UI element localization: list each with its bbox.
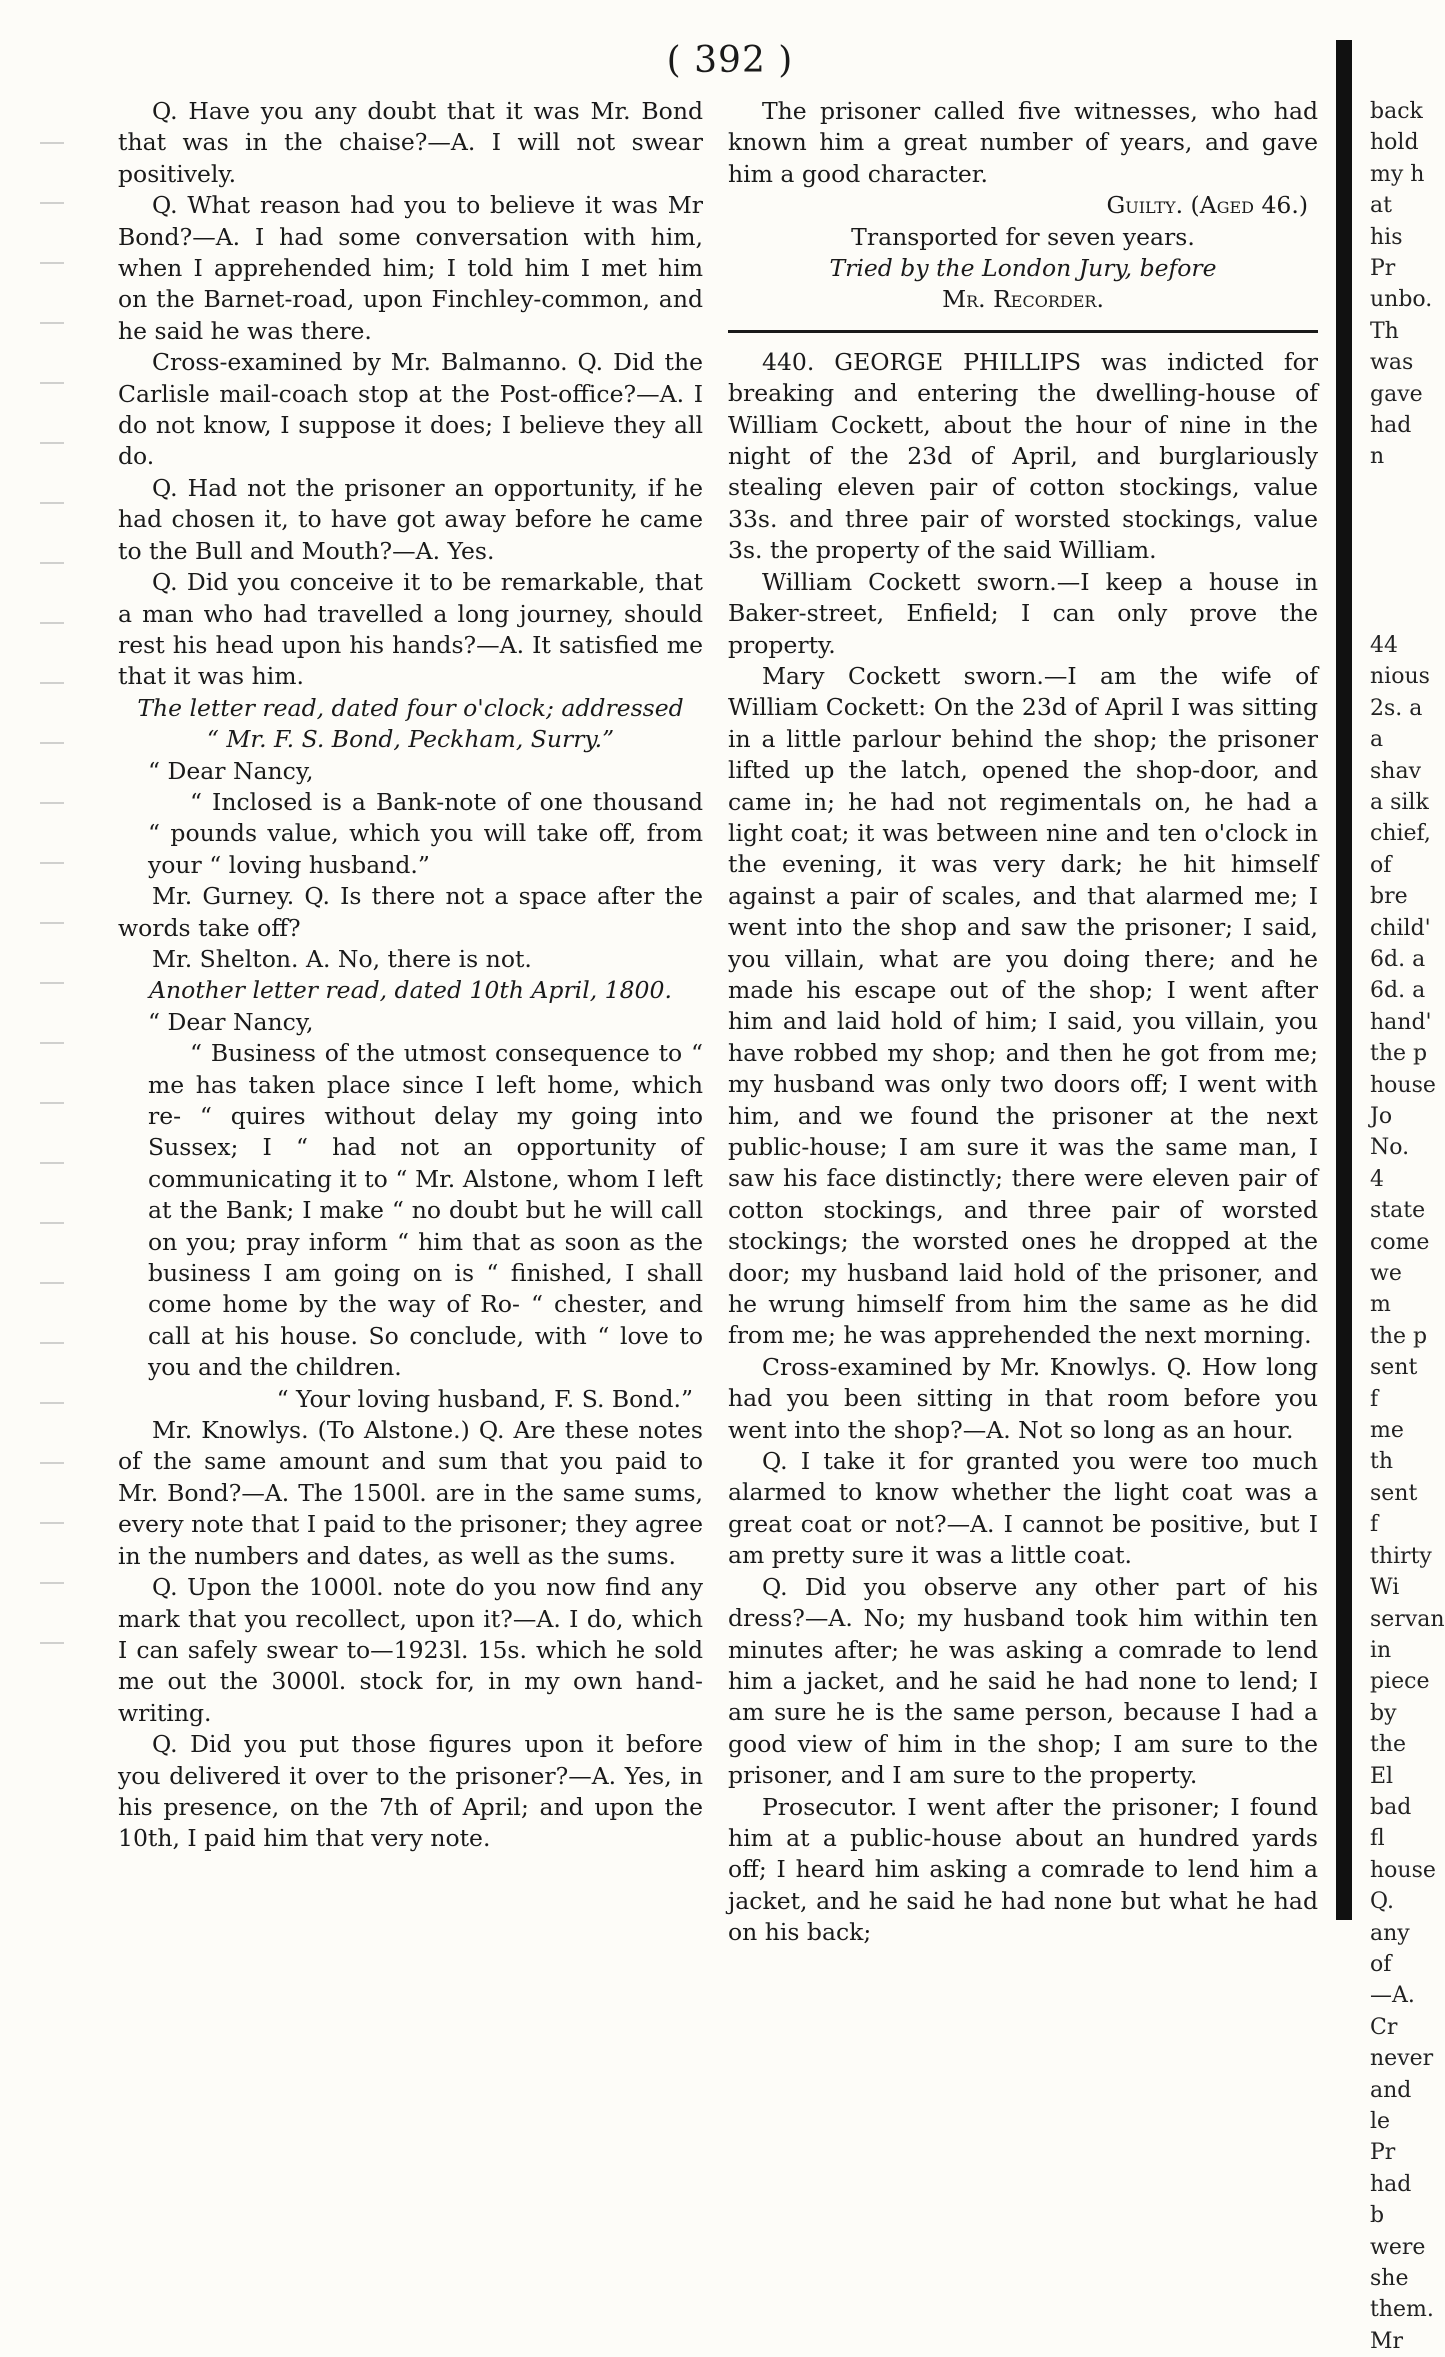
section-rule <box>728 330 1318 333</box>
fragment-line: never <box>1370 2046 1434 2072</box>
tried-by: Tried by the London Jury, before <box>829 254 1217 283</box>
fragment-line: bad fl <box>1370 1794 1412 1852</box>
fragment-line: at his <box>1370 193 1403 250</box>
fragment-line: the p <box>1370 1041 1428 1067</box>
fragment-line: 2s. a <box>1370 695 1423 721</box>
left-paragraph: Q. Have you any doubt that it was Mr. Bond that was in the chaise?—A. I will not swear positively. <box>118 97 703 188</box>
fragment-line: servan <box>1370 1606 1445 1632</box>
fragment-line: No. 4 <box>1370 1135 1410 1192</box>
fragment-line: had n <box>1370 413 1412 470</box>
fragment-line <box>1370 504 1429 535</box>
fragment-line: thirty <box>1370 1543 1432 1569</box>
right-paragraph: Q. Did you observe any other part of his dress?—A. No; my husband took him within ten minutes after; he was asking a comrade to lend him a jacket, and he said he had none to lend; I am sure he is the same person, because I had a good view of him in the shop; I am sure to the prisoner, and I am sure to the property. <box>728 1572 1318 1790</box>
left-paragraph: Q. Did you put those figures upon it before you delivered it over to the prisoner?—A. Yes, in his presence, on the 7th of April; and upon the 10th, I paid him that very note. <box>118 1730 703 1853</box>
fragment-line: house <box>1370 1857 1436 1883</box>
left-paragraph: Q. What reason had you to believe it was Mr Bond?—A. I had some conversation with him, when I apprehended him; I told him I met him on the Barnet-road, upon Finchley-common, and he said he was there. <box>118 191 703 345</box>
fragment-line: state <box>1370 1198 1426 1224</box>
right-paragraph: Mary Cockett sworn.—I am the wife of William Cockett: On the 23d of April I was sitting in a little parlour behind the shop; the prisoner lifted up the latch, opened the shop-door, and came in; he had not regimentals on, he had a light coat; it was between nine and ten o'clock in the evening, it was very dark; he hit himself against a pair of scales, and that alarmed me; I went into the shop and saw the prisoner; I said, you villain, what are you doing there; and he made his escape out of the shop; I went after him and laid hold of him; I said, you villain, you have robbed my shop; and then he got from me; my husband was only two doors off; I went with him, and we found the prisoner at the next public-house; I am sure it was the same man, I saw his face distinctly; there were eleven pair of cotton stockings, and three pair of worsted stockings; the worsted ones he dropped at the door; my husband laid hold of the prisoner, and he wrung himself from him the same as he did from me; he was apprehended the next morning. <box>728 661 1318 1350</box>
fragment-line: in piece <box>1370 1637 1430 1695</box>
witnesses-paragraph: The prisoner called five witnesses, who had known him a great number of years, and gave him a good character. <box>728 97 1318 188</box>
left-paragraph: “ Dear Nancy, <box>148 1007 314 1036</box>
fragment-line: any of <box>1370 1920 1410 1977</box>
fragment-line: hand' <box>1370 1009 1432 1035</box>
right-paragraph: 440. GEORGE PHILLIPS was indicted for breaking and entering the dwelling-house of William Cockett, about the hour of nine in the night of the 23d of April, and burglariously stealing eleven pair of cotton stockings, value 33s. and three pair of worsted stockings, value 3s. the property of the said William. <box>728 347 1318 565</box>
fragment-line: me th <box>1370 1418 1404 1475</box>
right-column <box>728 96 1318 1949</box>
left-paragraph: “ Mr. F. S. Bond, Peckham, Surry.” <box>206 725 615 754</box>
left-paragraph: Mr. Gurney. Q. Is there not a space after the words take off? <box>118 882 703 942</box>
fragment-line: Th <box>1370 318 1399 344</box>
fragment-line: —A. <box>1370 1983 1415 2009</box>
fragment-line: Wi <box>1370 1575 1400 1601</box>
right-paragraph: Prosecutor. I went after the prisoner; I found him at a public-house about an hundred yards off; I heard him asking a comrade to lend him a jacket, and he said he had none but what he had on his back; <box>728 1792 1318 1947</box>
sentence: Transported for seven years. <box>851 222 1195 251</box>
fragment-line: them. <box>1370 2297 1434 2323</box>
fragment-line: Jo <box>1370 1104 1393 1129</box>
fragment-line: a silk <box>1370 789 1429 815</box>
before-recorder: Mr. Recorder. <box>942 285 1104 314</box>
fragment-line <box>1370 536 1429 567</box>
fragment-line: was <box>1370 350 1414 376</box>
left-column <box>118 96 703 1855</box>
fragment-line: back <box>1370 99 1423 124</box>
fragment-line: of bre <box>1370 852 1408 910</box>
fragment-line: and le <box>1370 2077 1412 2134</box>
left-paragraph: “ Inclosed is a Bank-note of one thousand “ pounds value, which you will take off, from your “ loving husband.” <box>148 787 703 879</box>
fragment-line: by the <box>1370 1700 1407 1758</box>
fragment-line: she <box>1370 2266 1409 2292</box>
left-paragraph: Q. Had not the prisoner an opportunity, if he had chosen it, to have got away before he came to the Bull and Mouth?—A. Yes. <box>118 473 703 565</box>
case-440-section <box>728 347 1318 1949</box>
book-spine-shadow <box>1336 40 1352 1920</box>
fragment-line: had b <box>1370 2171 1412 2229</box>
right-paragraph: Cross-examined by Mr. Knowlys. Q. How long had you been sitting in that room before you went into the shop?—A. Not so long as an hour. <box>728 1352 1318 1444</box>
left-paragraph: “ Your loving husband, F. S. Bond.” <box>276 1384 693 1413</box>
fragment-line: the p <box>1370 1323 1428 1349</box>
fragment-line: a shav <box>1370 727 1422 784</box>
left-paragraph: Mr. Knowlys. (To Alstone.) Q. Are these notes of the same amount and sum that you paid to Mr. Bond?—A. The 1500l. are in the same sums, every note that I paid to the prisoner; they agree in the numbers and dates, as well as the sums. <box>118 1416 703 1570</box>
left-paragraph: “ Business of the utmost consequence to “ me has taken place since I left home, which re- “ quires without delay my going into Sussex; I “ had not an opportunity of communicating it to “ Mr. Alstone, whom I left at the Bank; I make “ no doubt but he will call on you; pray inform “ him that as soon as the business I am going on is “ finished, I shall come home by the way of Ro- “ chester, and call at his house. So conclude, with “ love to you and the children. <box>148 1039 703 1382</box>
fragment-line: Pr <box>1370 256 1396 282</box>
fragment-line: El <box>1370 1763 1394 1789</box>
fragment-line: house <box>1370 1072 1436 1098</box>
verdict: Guilty. (Aged 46.) <box>1106 191 1308 220</box>
fragment-line: hold <box>1370 130 1419 156</box>
left-paragraph: Mr. Shelton. A. No, there is not. <box>152 944 532 973</box>
fragment-line: sent f <box>1370 1480 1418 1538</box>
fragment-line: sent f <box>1370 1355 1418 1412</box>
left-paragraph: Q. Did you conceive it to be remarkable, that a man who had travelled a long journey, should rest his head upon his hands?—A. It satisfied me that it was him. <box>118 568 703 691</box>
fragment-line <box>1370 599 1429 630</box>
fragment-line: gave <box>1370 381 1423 407</box>
fragment-line: come <box>1370 1229 1430 1255</box>
right-paragraph: William Cockett sworn.—I keep a house in Baker-street, Enfield; I can only prove the property. <box>728 567 1318 659</box>
fragment-line <box>1370 473 1429 504</box>
fragment-line: Pr <box>1370 2140 1396 2166</box>
left-paragraph: Cross-examined by Mr. Balmanno. Q. Did the Carlisle mail-coach stop at the Post-office?—A. I do not know, I suppose it does; I believe they all do. <box>118 348 703 471</box>
fragment-line: Q. <box>1370 1889 1394 1915</box>
fragment-line: Mr <box>1370 2328 1404 2354</box>
fragment-line: my h <box>1370 161 1425 187</box>
fragment-line: 6d. a <box>1370 946 1426 972</box>
fragment-line: 44 <box>1370 632 1398 658</box>
left-paragraph: Q. Upon the 1000l. note do you now find any mark that you recollect, upon it?—A. I do, which I can safely swear to—1923l. 15s. which he sold me out the 3000l. stock for, in my own hand-writing. <box>118 1573 703 1727</box>
fragment-line <box>1370 567 1429 598</box>
left-paragraph: “ Dear Nancy, <box>148 756 314 785</box>
fragment-line: child' <box>1370 915 1431 941</box>
adjacent-page-fragment <box>1370 96 1445 2354</box>
fragment-line: Cr <box>1370 2014 1398 2040</box>
right-paragraph: Q. I take it for granted you were too much alarmed to know whether the light coat was a great coat or not?—A. I cannot be positive, but I am pretty sure it was a little coat. <box>728 1447 1318 1570</box>
left-paragraph: Another letter read, dated 10th April, 1800. <box>149 976 672 1005</box>
fragment-line: unbo. <box>1370 287 1433 313</box>
page-number: ( 392 ) <box>666 40 794 81</box>
fragment-line: were <box>1370 2234 1426 2260</box>
bleed-through-marks <box>40 120 64 1680</box>
left-paragraph: The letter read, dated four o'clock; addressed <box>137 693 684 722</box>
fragment-line: we m <box>1370 1261 1402 1318</box>
fragment-line: nious <box>1370 664 1430 690</box>
fragment-line: chief, <box>1370 821 1431 847</box>
fragment-line: 6d. a <box>1370 978 1426 1004</box>
